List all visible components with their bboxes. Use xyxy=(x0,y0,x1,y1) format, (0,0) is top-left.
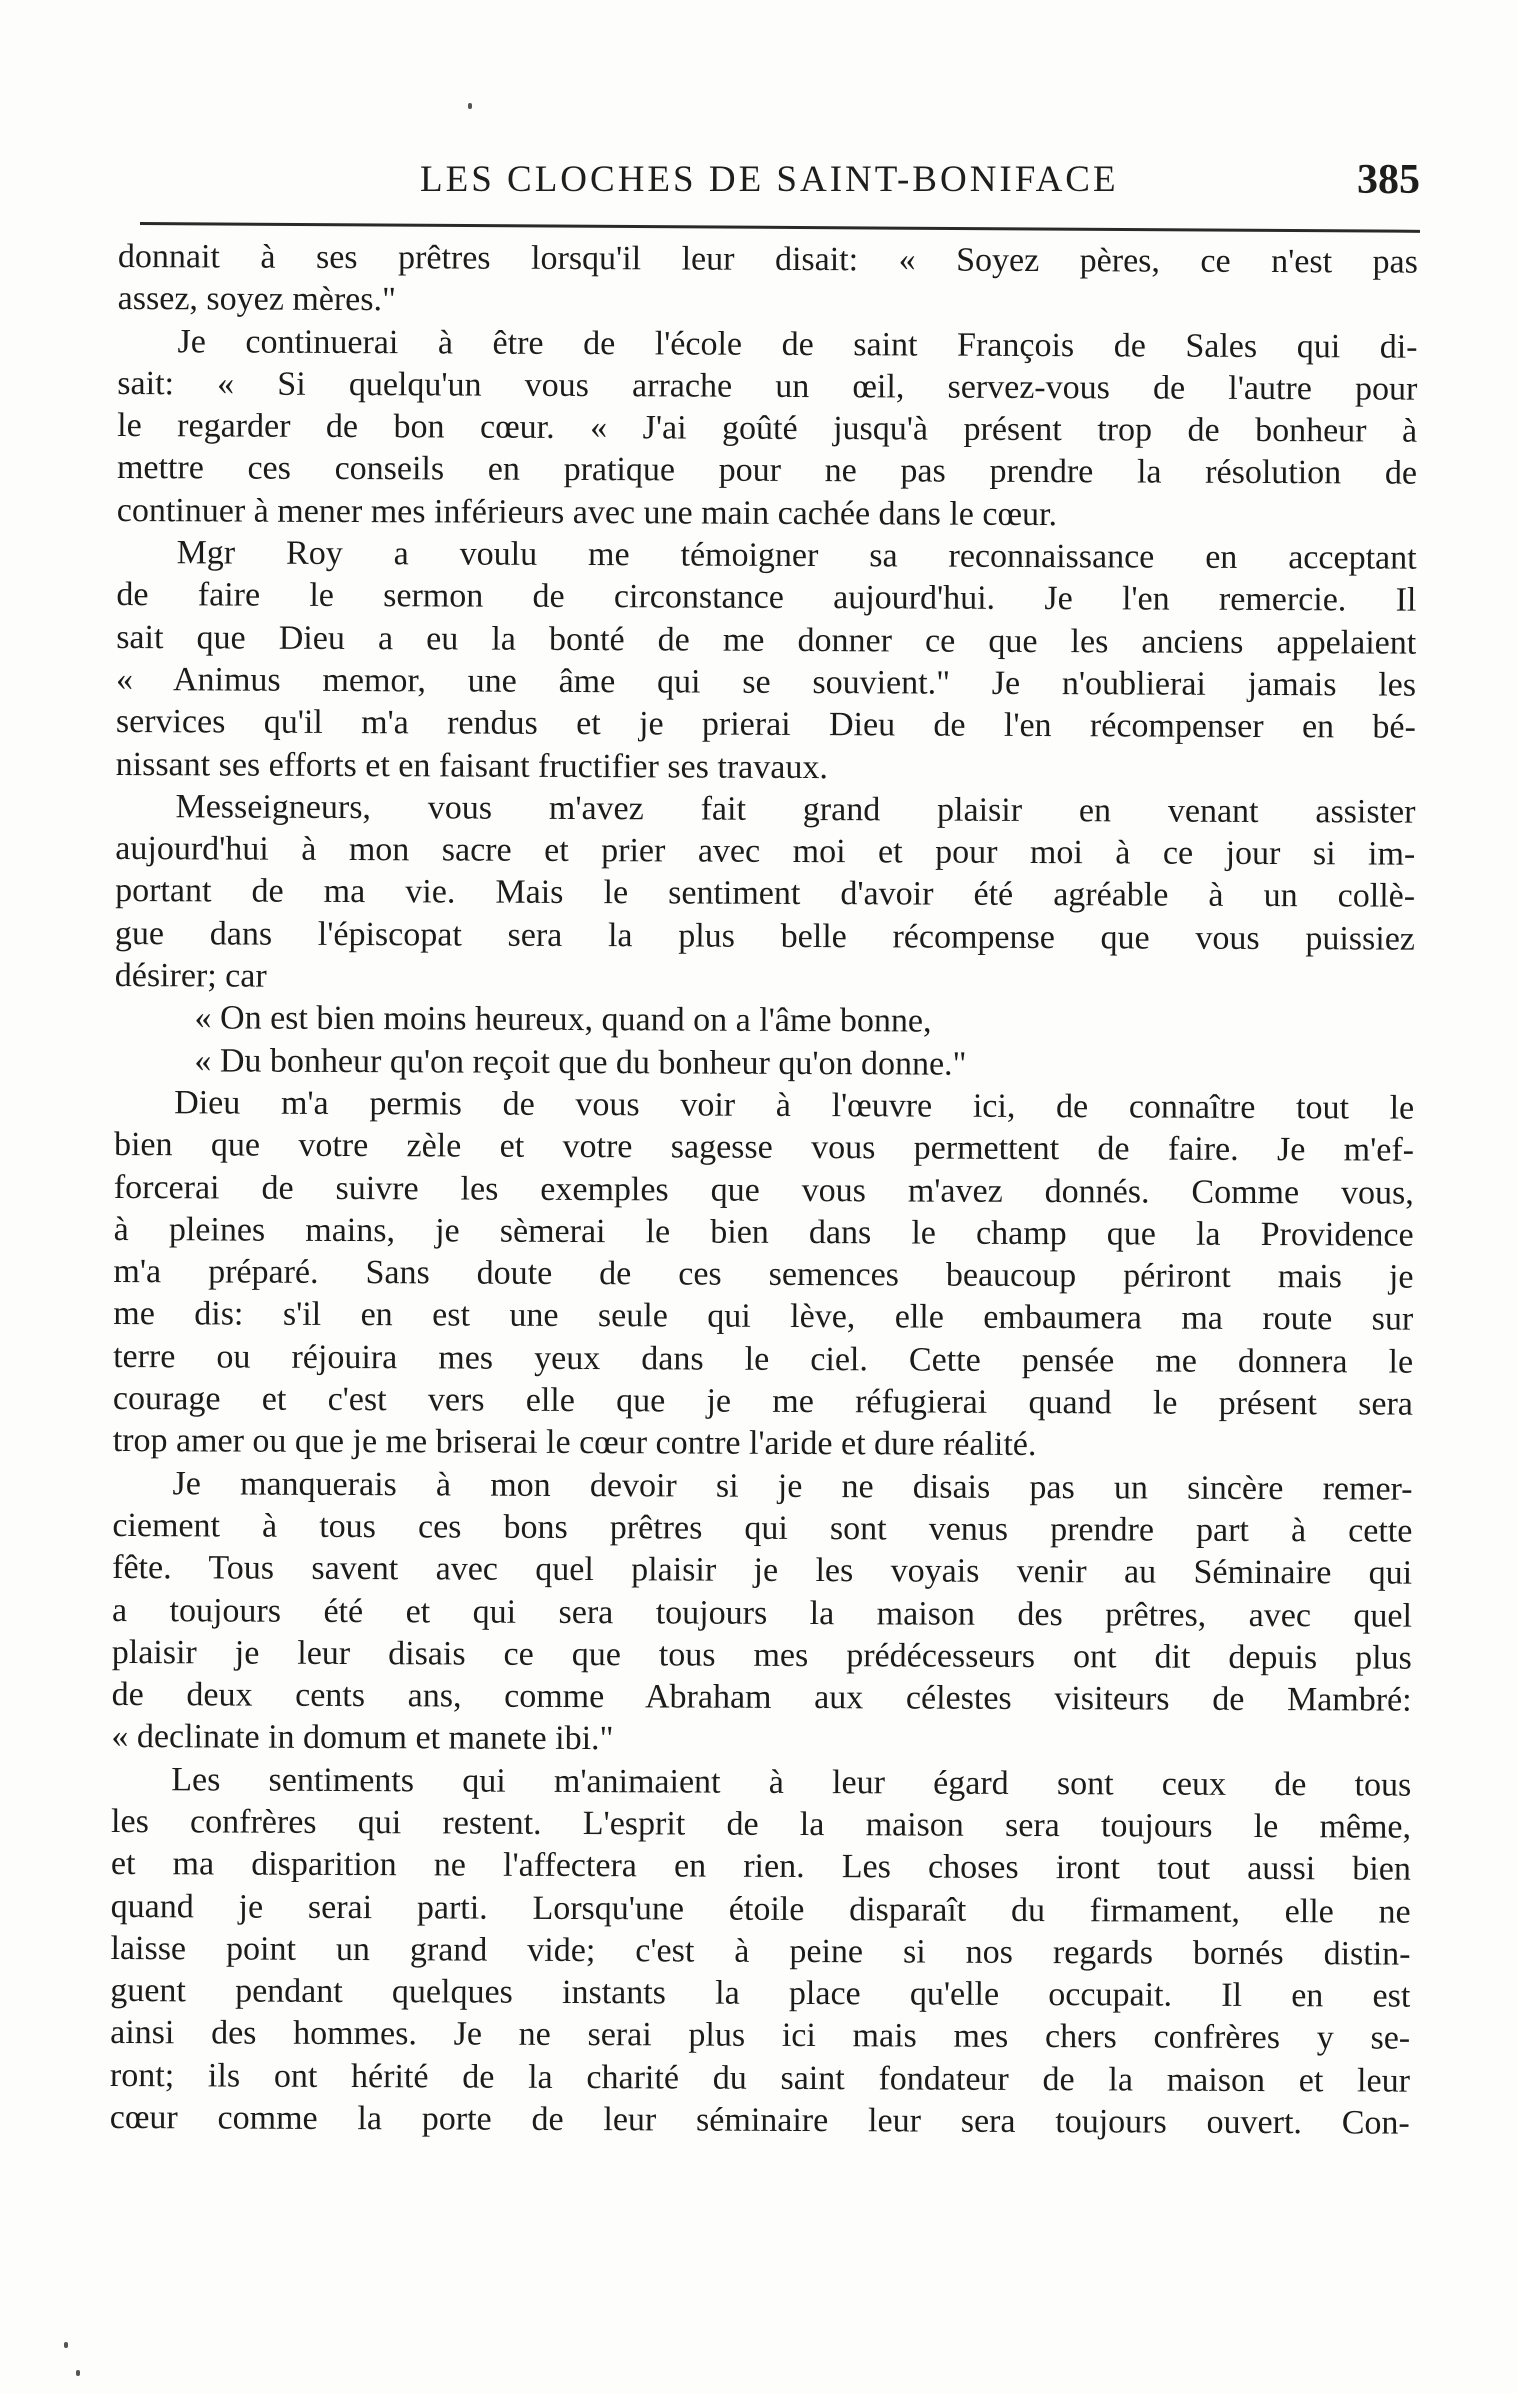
text-line: ainsi des hommes. Je ne serai plus ici mais mes chers confrères y se- xyxy=(110,2014,1411,2058)
header-rule xyxy=(140,222,1420,233)
text-line: gue dans l'épiscopat sera la plus belle récompense que vous puissiez xyxy=(114,914,1416,958)
text-line: cœur comme la porte de leur séminaire leur sera toujours ouvert. Con- xyxy=(109,2099,1410,2142)
text-line: continuer à mener mes inférieurs avec une main cachée dans le cœur. xyxy=(116,491,1058,533)
text-line: donnait à ses prêtres lorsqu'il leur disait: « Soyez pères, ce n'est pas xyxy=(117,237,1418,281)
text-line: fête. Tous savent avec quel plaisir je les voyais venir au Séminaire qui xyxy=(112,1549,1413,1592)
print-speck xyxy=(64,2342,68,2348)
text-line: terre ou réjouira mes yeux dans le ciel. Cette pensée me donnera le xyxy=(113,1337,1414,1381)
text-line: forcerai de suivre les exemples que vous m'avez donnés. Comme vous, xyxy=(113,1168,1414,1212)
text-line: courage et c'est vers elle que je me réfugierai quand le présent sera xyxy=(112,1380,1413,1423)
text-line: et ma disparition ne l'affectera en rien. Les choses iront tout aussi bien xyxy=(110,1845,1411,1888)
text-line: Les sentiments qui m'animaient à leur égard sont ceux de tous xyxy=(171,1760,1412,1804)
text-line: m'a préparé. Sans doute de ces semences beaucoup périront mais je xyxy=(113,1253,1414,1296)
text-line: Messeigneurs, vous m'avez fait grand plaisir en venant assister xyxy=(175,788,1416,831)
text-line: désirer; car xyxy=(114,957,267,995)
text-line: Je manquerais à mon devoir si je ne disais pas un sincère remer- xyxy=(172,1464,1413,1508)
text-line: de faire le sermon de circonstance aujourd'hui. Je l'en remercie. Il xyxy=(116,576,1417,620)
text-line: nissant ses efforts et en faisant fructifier ses travaux. xyxy=(115,745,828,786)
page-number: 385 xyxy=(1357,157,1420,203)
text-line: a toujours été et qui sera toujours la maison des prêtres, avec quel xyxy=(111,1591,1413,1635)
text-line: Dieu m'a permis de vous voir à l'œuvre ici, de connaître tout le xyxy=(174,1084,1415,1127)
text-line: « Du bonheur qu'on reçoit que du bonheur qu'on donne." xyxy=(194,1041,967,1083)
running-head xyxy=(140,152,1420,212)
text-line: « On est bien moins heureux, quand on a l'âme bonne, xyxy=(194,999,932,1040)
text-line: assez, soyez mères." xyxy=(117,280,397,319)
text-line: quand je serai parti. Lorsqu'une étoile disparaît du firmament, elle ne xyxy=(110,1887,1411,1931)
text-line: Mgr Roy a voulu me témoigner sa reconnaissance en acceptant xyxy=(176,534,1417,577)
print-speck xyxy=(76,2370,80,2376)
text-line: bien que votre zèle et votre sagesse vous permettent de faire. Je m'ef- xyxy=(113,1126,1415,1169)
text-line: les confrères qui restent. L'esprit de la maison sera toujours le même, xyxy=(111,1802,1412,1846)
text-line: ront; ils ont hérité de la charité du saint fondateur de la maison et leur xyxy=(109,2056,1411,2100)
text-line: le regarder de bon cœur. « J'ai goûté jusqu'à présent trop de bonheur à xyxy=(117,407,1418,450)
text-line: « declinate in domum et manete ibi." xyxy=(111,1718,614,1758)
running-title: LES CLOCHES DE SAINT-BONIFACE xyxy=(420,159,1119,200)
text-line: services qu'il m'a rendus et je prierai Dieu de l'en récompenser en bé- xyxy=(115,703,1416,746)
text-line: portant de ma vie. Mais le sentiment d'avoir été agréable à un collè- xyxy=(115,872,1416,916)
text-line: mettre ces conseils en pratique pour ne pas prendre la résolution de xyxy=(116,449,1418,493)
body-text xyxy=(110,236,1418,2145)
text-line: de deux cents ans, comme Abraham aux célestes visiteurs de Mambré: xyxy=(111,1676,1412,1719)
text-line: guent pendant quelques instants la place qu'elle occupait. Il en est xyxy=(110,1972,1411,2015)
text-line: « Animus memor, une âme qui se souvient." Je n'oublierai jamais les xyxy=(115,660,1417,704)
text-line: plaisir je leur disais ce que tous mes prédécesseurs ont dit depuis plus xyxy=(111,1633,1412,1677)
text-line: sait que Dieu a eu la bonté de me donner ce que les anciens appelaient xyxy=(116,618,1417,662)
print-speck xyxy=(468,103,472,109)
text-line: sait: « Si quelqu'un vous arrache un œil, servez-vous de l'autre pour xyxy=(117,364,1418,408)
text-line: à pleines mains, je sèmerai le bien dans le champ que la Providence xyxy=(113,1210,1414,1254)
text-line: laisse point un grand vide; c'est à peine si nos regards bornés distin- xyxy=(110,1929,1411,1973)
text-line: aujourd'hui à mon sacre et prier avec moi et pour moi à ce jour si im- xyxy=(115,830,1416,873)
text-line: ciement à tous ces bons prêtres qui sont venus prendre part à cette xyxy=(112,1506,1413,1550)
text-line: trop amer ou que je me briserai le cœur contre l'aride et dure réalité. xyxy=(112,1422,1037,1464)
text-line: me dis: s'il en est une seule qui lève, elle embaumera ma route sur xyxy=(113,1295,1414,1339)
text-line: Je continuerai à être de l'école de saint François de Sales qui di- xyxy=(177,322,1418,366)
